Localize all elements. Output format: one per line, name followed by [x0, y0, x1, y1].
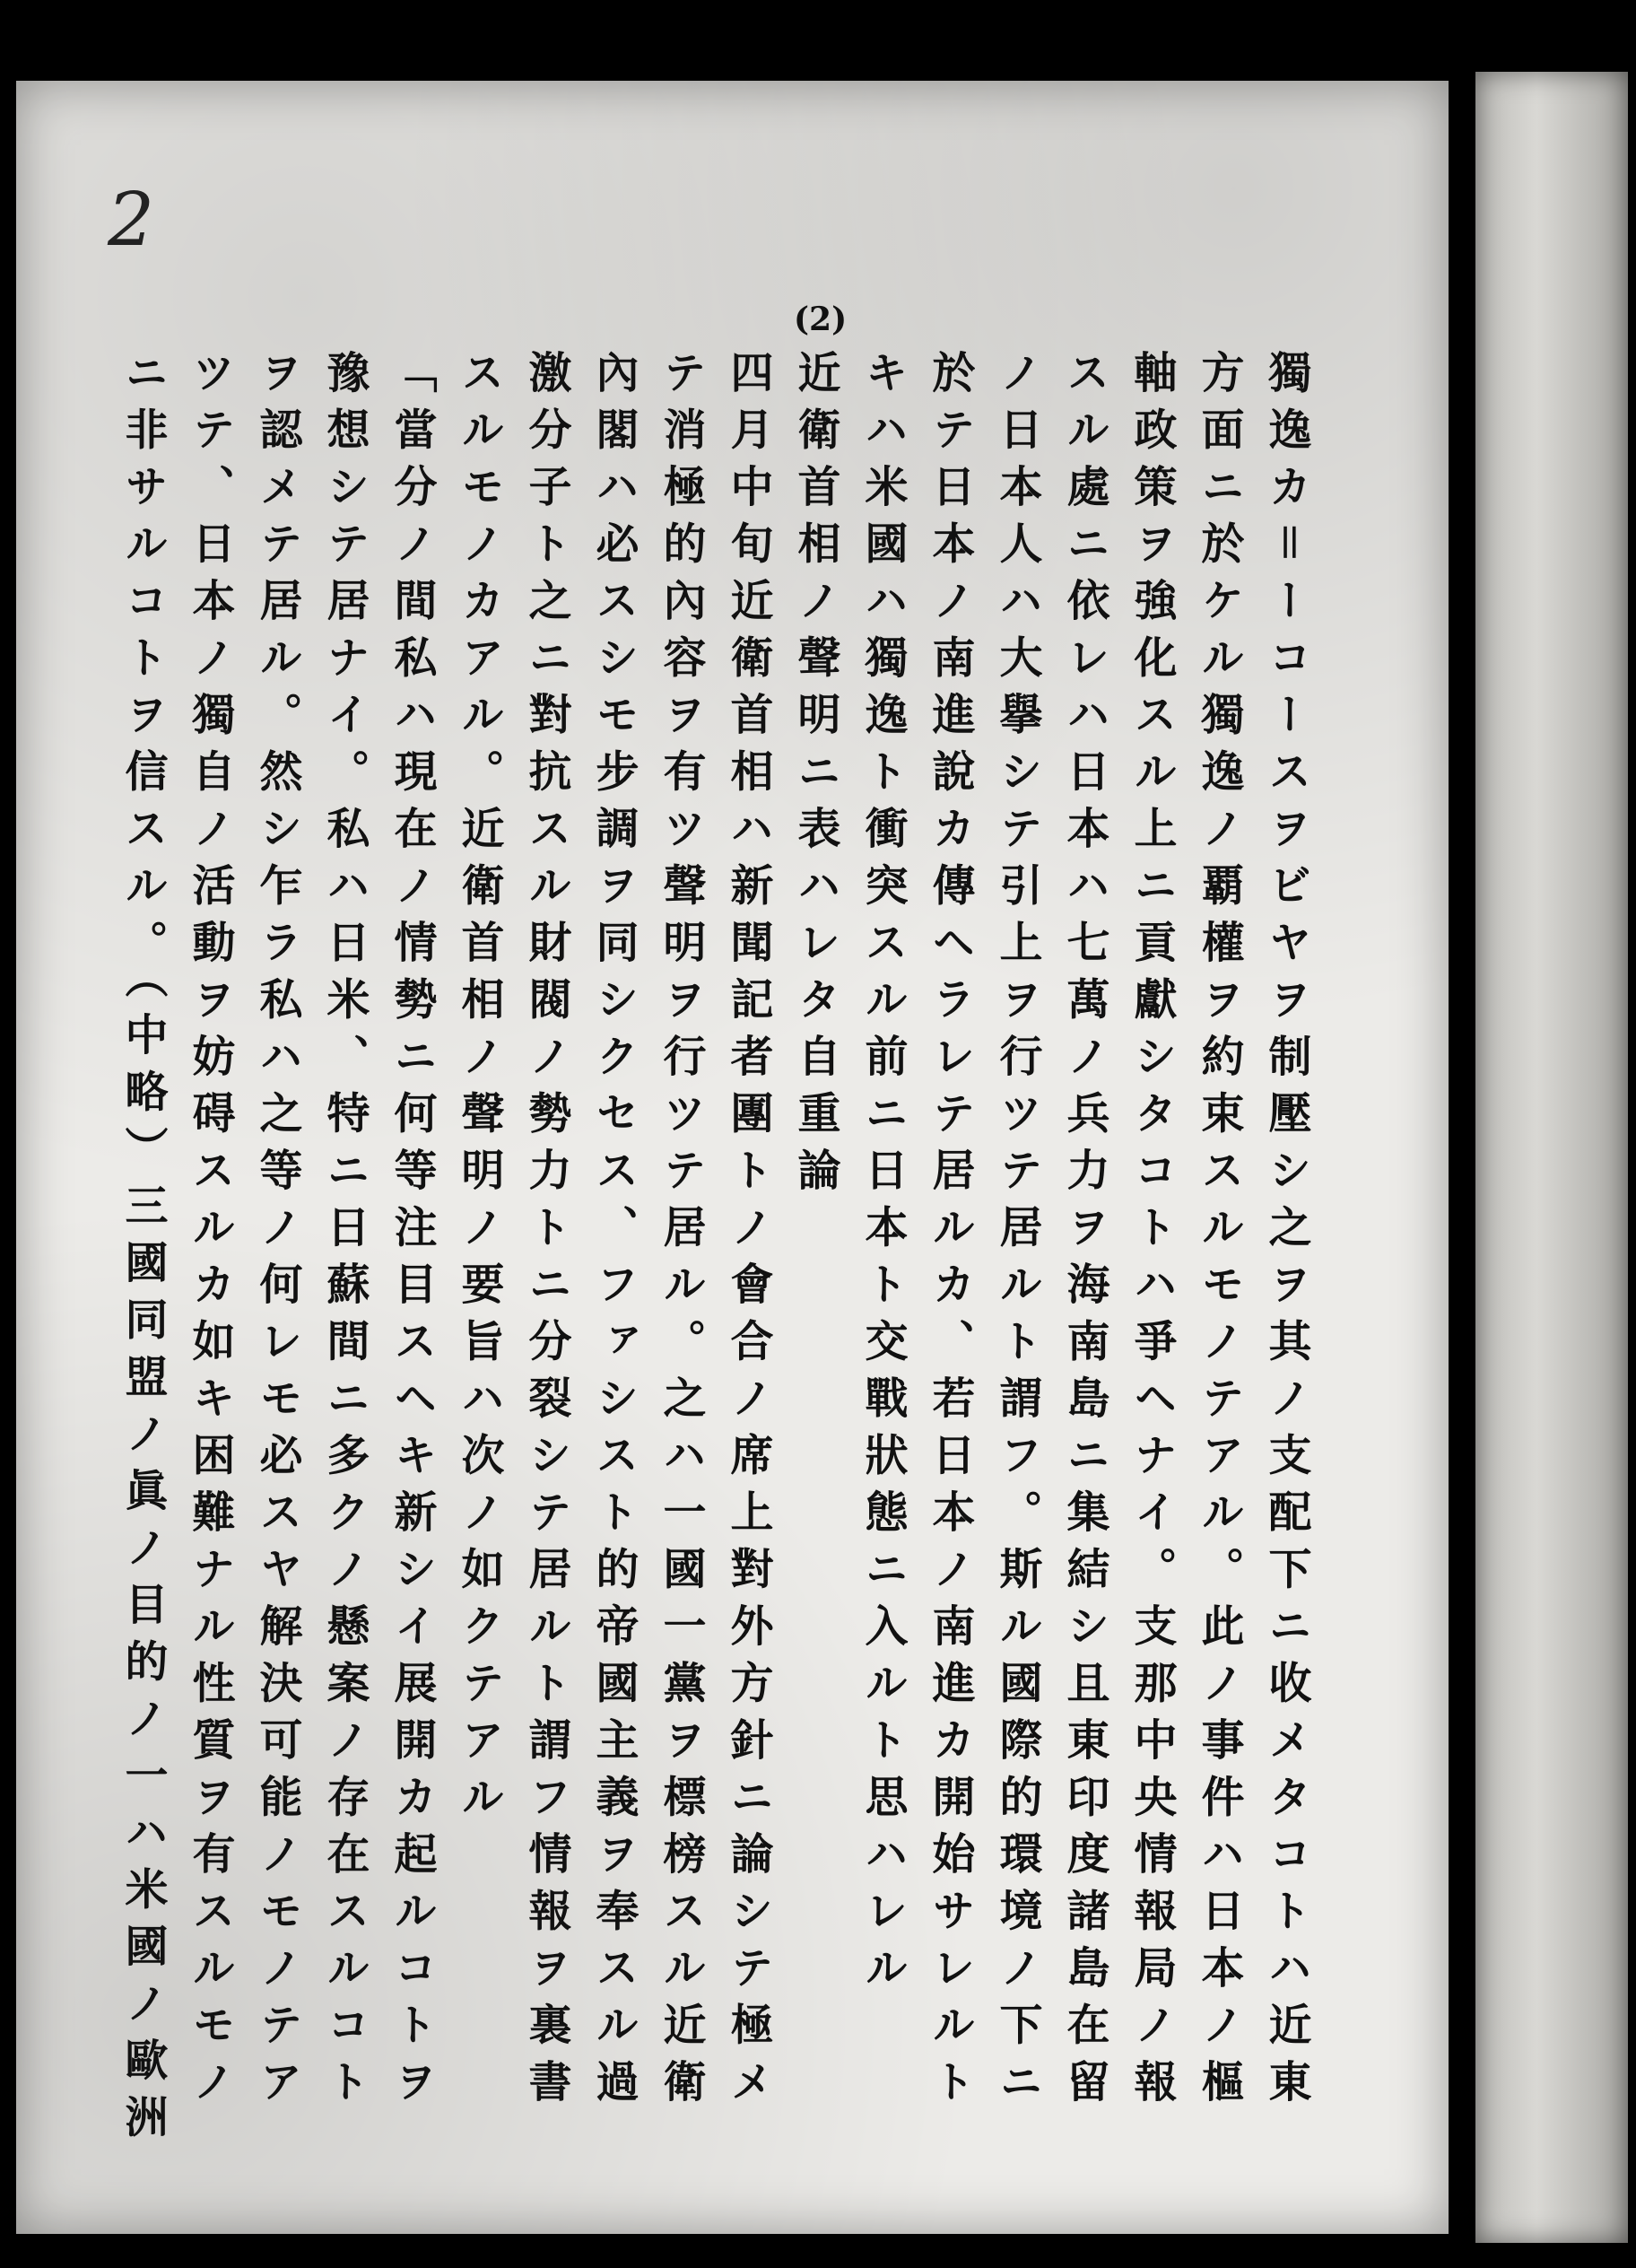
- section-heading: 近衛首相ノ聲明ニ表ハレタ自重論: [790, 350, 840, 1205]
- text-column-4: スル處ニ依レハ日本ハ七萬ノ兵力ヲ海南島ニ集結シ且東印度諸島在留: [1059, 350, 1110, 2116]
- text-column-12: スルモノカアル。近衛首相ノ聲明ノ要旨ハ次ノ如クテアル: [454, 350, 504, 1831]
- text-column-5: ノ日本人ハ大擧シテ引上ヲ行ツテ居ルト謂フ。斯ル國際的環境ノ下ニ: [992, 350, 1042, 2116]
- text-column-3: 軸政策ヲ強化スル上ニ貢獻シタコトハ爭ヘナイ。支那中央情報局ノ報: [1127, 350, 1177, 2116]
- page-number: (2): [794, 301, 848, 338]
- text-column-8: 四月中旬近衛首相ハ新聞記者團トノ會合ノ席上對外方針ニ論シテ極メ: [723, 350, 773, 2116]
- text-column-16: ツテ、日本ノ獨自ノ活動ヲ妨碍スルカ如キ困難ナル性質ヲ有スルモノ: [185, 350, 235, 2116]
- text-column-1: 獨逸カ＝ーコースヲビヤヲ制壓シ之ヲ其ノ支配下ニ收メタコトハ近東: [1261, 350, 1311, 2116]
- text-column-15: ヲ認メテ居ル。然シ乍ラ私ハ之等ノ何レモ必スヤ解決可能ノモノテア: [252, 350, 302, 2116]
- text-column-9: テ消極的內容ヲ有ツ聲明ヲ行ツテ居ル。之ハ一國一黨ヲ標榜スル近衛: [656, 350, 706, 2116]
- text-column-17: ニ非サルコトヲ信スル。（中略）三國同盟ノ眞ノ目的ノ一ハ米國ノ歐洲: [117, 350, 168, 2151]
- text-column-13: 「當分ノ間私ハ現在ノ情勢ニ何等注目スヘキ新シイ展開カ起ルコトヲ: [387, 350, 437, 2116]
- handwritten-page-mark: 2: [108, 178, 155, 263]
- text-column-7: キハ米國ハ獨逸ト衝突スル前ニ日本ト交戰狀態ニ入ルト思ハレル: [857, 350, 908, 2002]
- text-column-2: 方面ニ於ケル獨逸ノ覇權ヲ約束スルモノテアル。此ノ事件ハ日本ノ樞: [1194, 350, 1244, 2116]
- text-column-14: 豫想シテ居ナイ。私ハ日米、特ニ日蘇間ニ多クノ懸案ノ存在スルコト: [319, 350, 370, 2116]
- adjacent-page-edge: [1475, 72, 1628, 2243]
- text-column-10: 內閣ハ必スシモ步調ヲ同シクセス、ファシスト的帝國主義ヲ奉スル過: [588, 350, 639, 2116]
- text-column-11: 激分子ト之ニ對抗スル財閥ノ勢力トニ分裂シテ居ルト謂フ情報ヲ裏書: [521, 350, 571, 2116]
- text-column-6: 於テ日本ノ南進說カ傳ヘラレテ居ルカ、若日本ノ南進カ開始サレルト: [925, 350, 975, 2116]
- page-divider: [1455, 72, 1469, 2243]
